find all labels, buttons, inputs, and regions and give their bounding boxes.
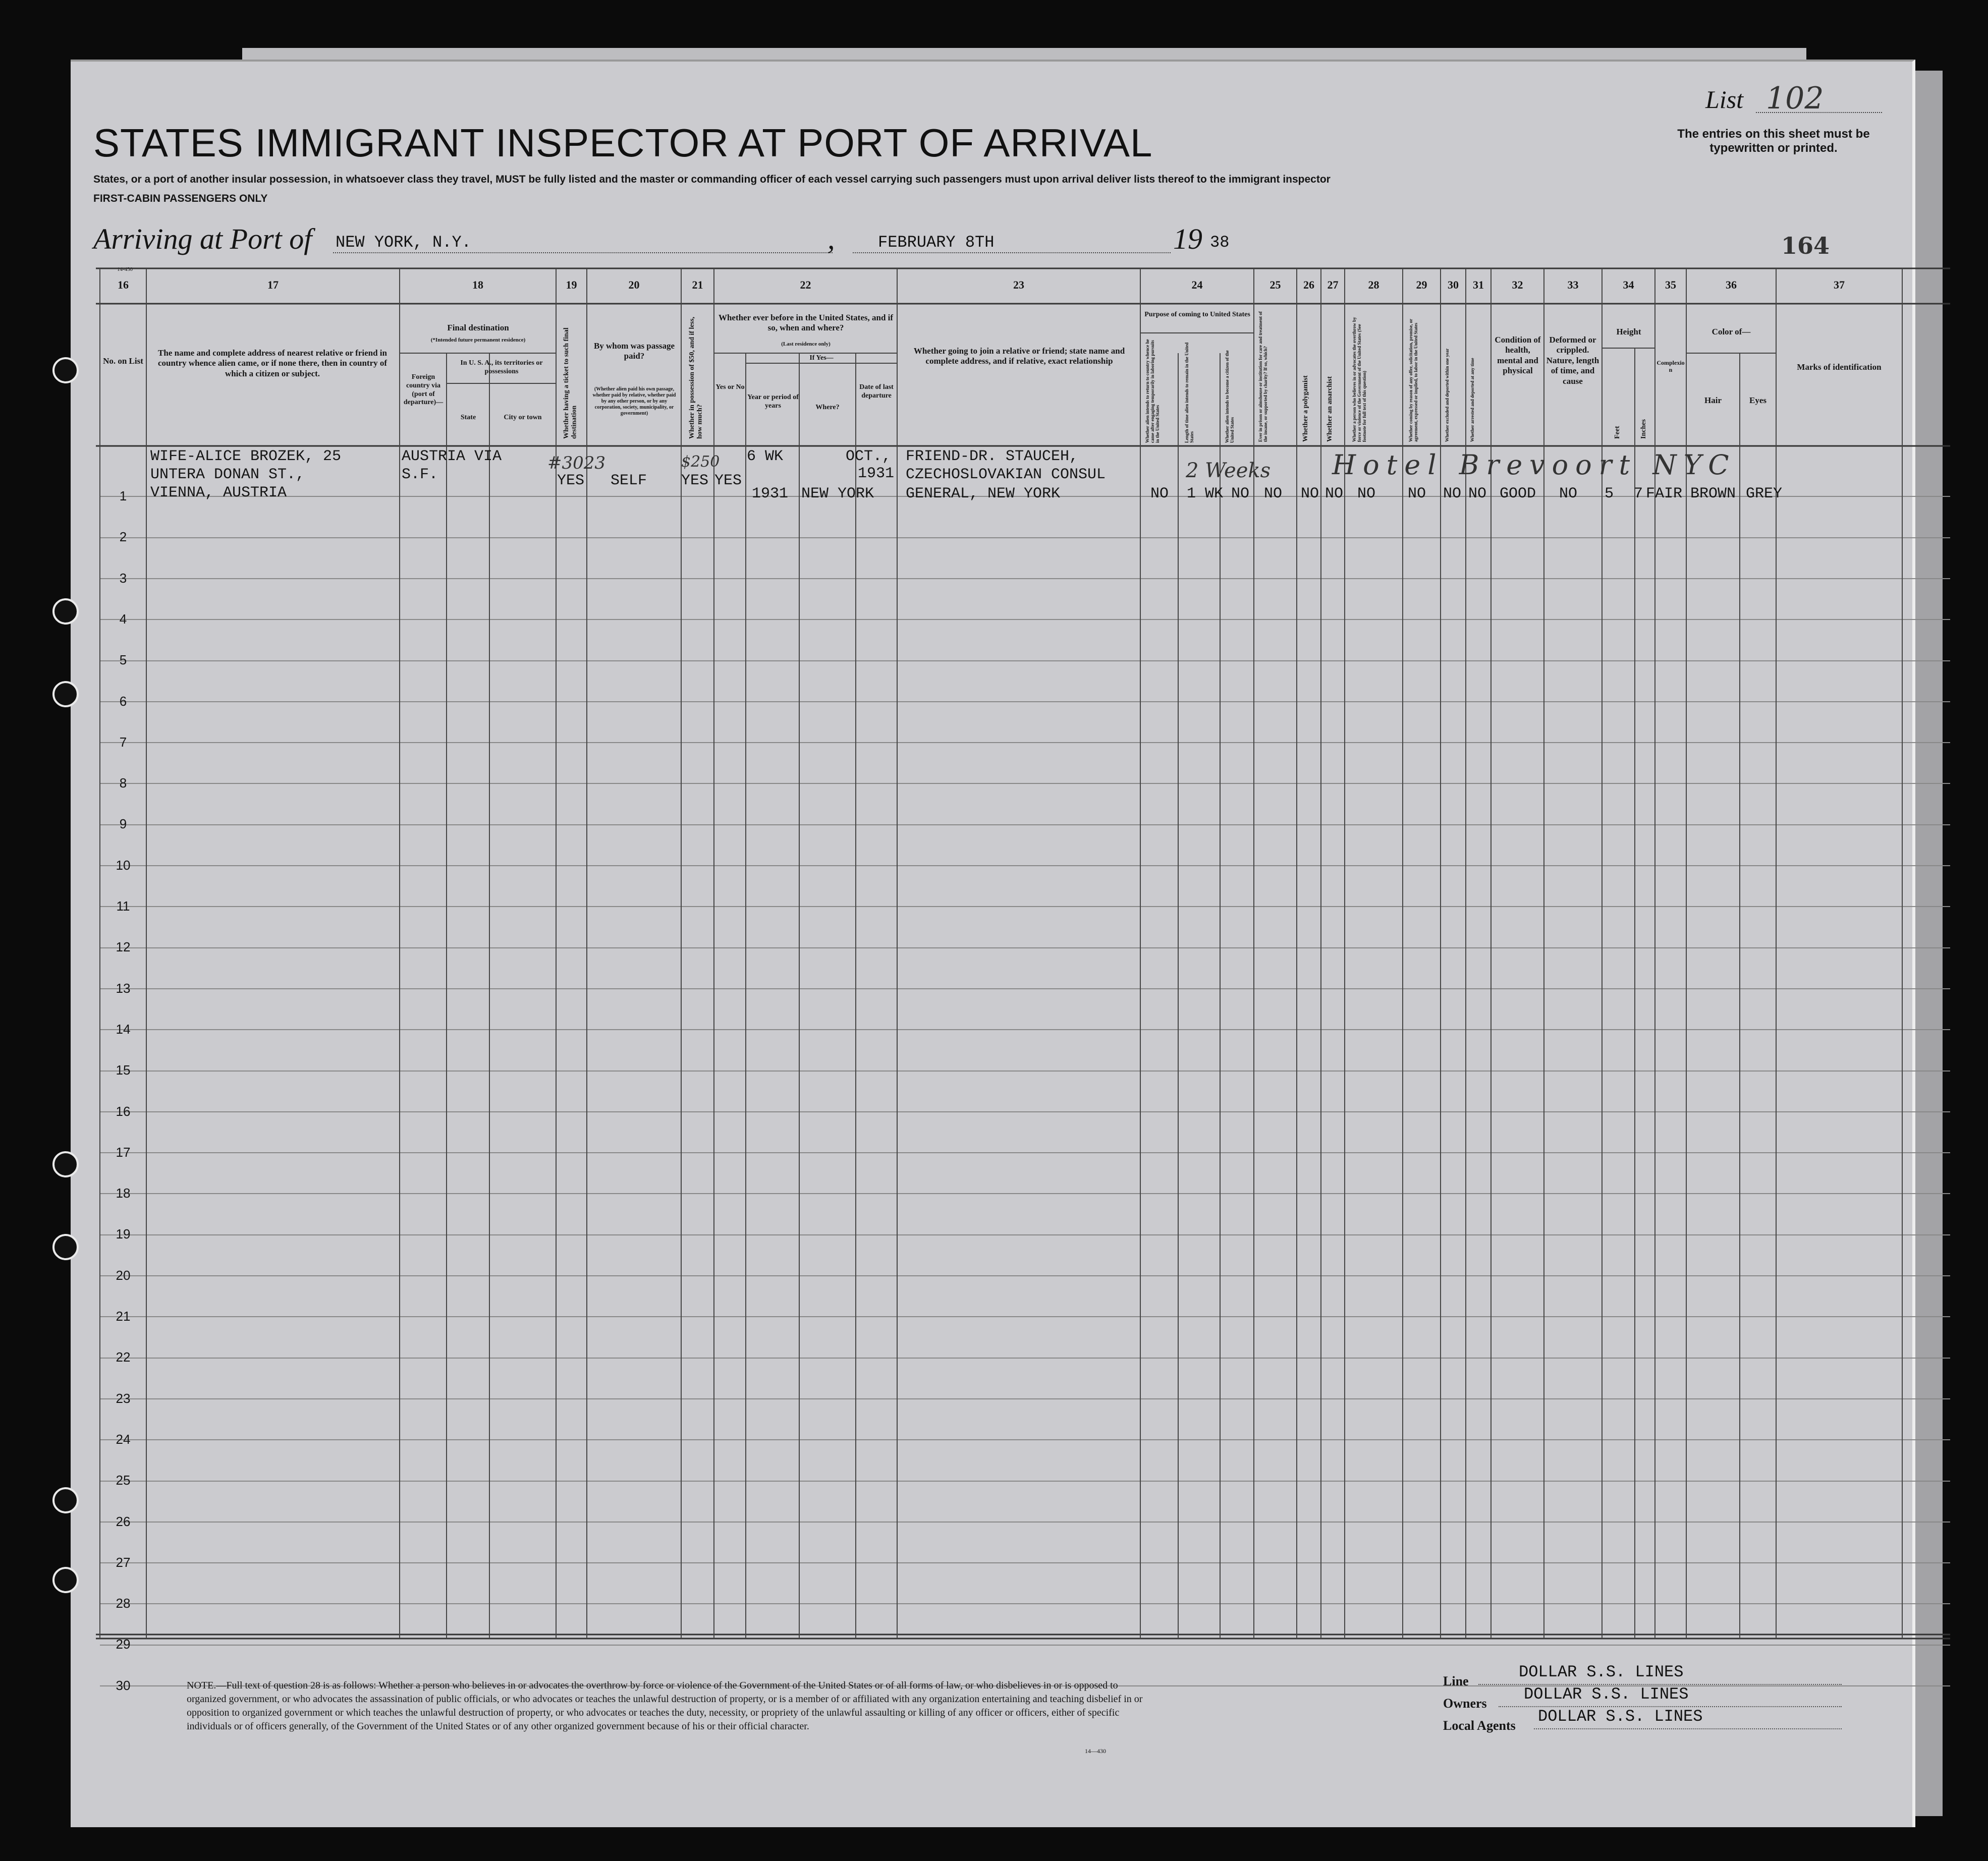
page-number: 164 bbox=[1781, 232, 1830, 259]
row-number: 6 bbox=[119, 694, 127, 709]
row-number: 5 bbox=[119, 652, 127, 667]
subtitle: States, or a port of another insular possession, in whatsoever class they travel, MUST be fully listed and the master or commanding officer of each vessel carrying such passengers must upon arrival deliver lists thereof to the immigrant inspector bbox=[93, 174, 1331, 185]
col-29-number: 29 bbox=[1416, 278, 1427, 291]
row-number: 29 bbox=[116, 1637, 131, 1652]
row-number: 19 bbox=[116, 1226, 131, 1242]
row-number: 24 bbox=[116, 1432, 131, 1447]
row-number: 12 bbox=[116, 939, 131, 954]
row-number: 25 bbox=[116, 1473, 131, 1488]
footer-owners-label: Owners bbox=[1443, 1696, 1487, 1711]
col-19-number: 19 bbox=[566, 278, 577, 291]
col-22-number: 22 bbox=[800, 278, 811, 291]
row1-feet: 5 bbox=[1605, 485, 1614, 502]
header-q29: Whether coming by reason of any offer, solicitation, promise, or agreement, expressed or implied, to labor in the United States bbox=[1408, 319, 1418, 442]
row1-where: NEW YORK bbox=[801, 485, 874, 502]
row1-address-handwritten: Hotel Brevoort NYC bbox=[1332, 449, 1736, 481]
header-inches: Inches bbox=[1640, 419, 1647, 439]
header-final-destination: Final destination bbox=[447, 323, 509, 332]
col-21-number: 21 bbox=[692, 278, 703, 291]
row1-purpose-a: NO bbox=[1150, 485, 1169, 502]
header-by-whom-note: (Whether alien paid his own passage, whether paid by relative, whether paid by any other person, or by any corporation, society, municipality, or government) bbox=[592, 386, 676, 416]
col-37-number: 37 bbox=[1834, 278, 1845, 291]
header-date-last: Date of last departure bbox=[859, 383, 894, 400]
row1-last-departure-month: OCT., bbox=[846, 448, 892, 465]
header-yes-no: Yes or No bbox=[715, 383, 745, 391]
header-in-usa: In U. S. A., its territories or possessions bbox=[460, 359, 543, 375]
row1-joining-city: GENERAL, NEW YORK bbox=[906, 485, 1061, 502]
subtitle-cabin: FIRST-CABIN PASSENGERS ONLY bbox=[93, 193, 268, 204]
row-number: 23 bbox=[116, 1391, 131, 1406]
col-17-number: 17 bbox=[267, 278, 279, 291]
col-23-number: 23 bbox=[1013, 278, 1024, 291]
header-q28: Whether a person who believes in or advocates the overthrow by force or violence of the Government of the United States (See footnote for full text of this question) bbox=[1352, 317, 1367, 442]
col-18-number: 18 bbox=[472, 278, 483, 291]
page-title: STATES IMMIGRANT INSPECTOR AT PORT OF ARRIVAL bbox=[93, 121, 1153, 165]
row1-year: 1931 bbox=[752, 485, 789, 502]
row-number: 16 bbox=[116, 1104, 131, 1119]
row-number: 21 bbox=[116, 1309, 131, 1324]
header-if-yes: If Yes— bbox=[809, 354, 834, 362]
row-number: 10 bbox=[116, 858, 131, 873]
footer-line-value: DOLLAR S.S. LINES bbox=[1519, 1663, 1684, 1681]
header-nearest-relative: The name and complete address of nearest relative or friend in country whence alien came, or if none there, then in country of which a citizen or subject. bbox=[157, 348, 388, 378]
row1-eyes: GREY bbox=[1746, 485, 1783, 502]
header-year-period: Year or period of years bbox=[747, 393, 799, 410]
col-25-number: 25 bbox=[1269, 278, 1281, 291]
arriving-label: Arriving at Port of bbox=[93, 222, 312, 255]
row1-period: 6 WK bbox=[747, 448, 784, 465]
header-prison: Ever in prison or almshouse or institution for care and treatment of the insane, or supported by charity? If so, which? bbox=[1258, 311, 1268, 442]
header-hair: Hair bbox=[1704, 396, 1722, 405]
header-by-whom: By whom was passage paid? bbox=[593, 341, 675, 361]
header-marks: Marks of identification bbox=[1797, 362, 1882, 372]
footer-owners-value: DOLLAR S.S. LINES bbox=[1524, 1685, 1689, 1704]
row1-joining: FRIEND-DR. STAUCEH, bbox=[906, 448, 1079, 465]
header-purpose-b: Length of time alien intends to remain in the United States bbox=[1184, 342, 1194, 443]
row-number: 7 bbox=[119, 735, 127, 750]
col-24-number: 24 bbox=[1191, 278, 1203, 291]
list-label: List bbox=[1705, 85, 1744, 114]
header-where: Where? bbox=[815, 404, 840, 411]
header-height: Height bbox=[1616, 327, 1641, 336]
list-number: 102 bbox=[1766, 81, 1824, 116]
row1-relative-street: UNTERA DONAN ST., bbox=[150, 466, 305, 483]
row1-foreign-port: S.F. bbox=[402, 466, 438, 483]
header-health: Condition of health, mental and physical bbox=[1495, 335, 1541, 376]
col-36-number: 36 bbox=[1726, 278, 1737, 291]
row1-anarchist: NO bbox=[1325, 485, 1344, 502]
row1-q30: NO bbox=[1443, 485, 1462, 502]
row-number: 22 bbox=[116, 1349, 131, 1365]
col-16-number: 16 bbox=[118, 278, 129, 291]
row-number: 11 bbox=[116, 898, 130, 914]
row1-complexion: FAIR bbox=[1646, 485, 1683, 502]
footer-line-label: Line bbox=[1443, 1674, 1469, 1688]
header-joining: Whether going to join a relative or friend; state name and complete address, and if relative, exact relationship bbox=[913, 346, 1125, 366]
header-state: State bbox=[460, 414, 476, 421]
row-number: 2 bbox=[119, 529, 127, 544]
col-35-number: 35 bbox=[1665, 278, 1676, 291]
row1-q29: NO bbox=[1408, 485, 1426, 502]
instructions: The entries on this sheet must be typewritten or printed. bbox=[1677, 127, 1870, 155]
header-q31: Whether arrested and deported at any time bbox=[1470, 358, 1475, 442]
year-value: 38 bbox=[1210, 233, 1230, 252]
header-color-of: Color of— bbox=[1711, 327, 1751, 336]
port-value: NEW YORK, N.Y. bbox=[336, 233, 471, 252]
header-possession: Whether in possession of $50, and if less, how much? bbox=[688, 316, 704, 439]
row1-money-handwritten: $250 bbox=[681, 453, 720, 471]
row-number: 27 bbox=[116, 1555, 131, 1570]
row1-paid-by: SELF bbox=[611, 472, 647, 489]
row-number: 15 bbox=[116, 1062, 131, 1078]
header-purpose: Purpose of coming to United States bbox=[1144, 311, 1250, 318]
row1-polygamist: NO bbox=[1301, 485, 1319, 502]
row-number: 30 bbox=[116, 1678, 131, 1693]
header-polygamist: Whether a polygamist bbox=[1302, 375, 1309, 442]
row-number: 1 bbox=[119, 488, 127, 503]
col-28-number: 28 bbox=[1368, 278, 1379, 291]
row-number: 28 bbox=[116, 1596, 131, 1611]
row1-hair: BROWN bbox=[1690, 485, 1736, 502]
form-code: 14-430 bbox=[117, 266, 133, 272]
row1-purpose-c: NO bbox=[1231, 485, 1250, 502]
row1-joining-title: CZECHOSLOVAKIAN CONSUL bbox=[906, 466, 1106, 483]
header-purpose-a: Whether alien intends to return to country whence he came after engaging temporarily in laboring pursuits in the United States bbox=[1145, 339, 1160, 443]
row-number: 14 bbox=[116, 1022, 131, 1037]
row1-health: GOOD bbox=[1500, 485, 1536, 502]
row-number: 18 bbox=[116, 1186, 131, 1201]
col-30-number: 30 bbox=[1448, 278, 1459, 291]
row1-ever-before: YES bbox=[714, 472, 742, 489]
footer-form-code: 14—430 bbox=[1085, 1747, 1106, 1755]
row1-deformed: NO bbox=[1559, 485, 1578, 502]
header-no-on-list: No. on List bbox=[103, 356, 143, 366]
row-number: 8 bbox=[119, 775, 127, 791]
header-final-destination-note: (*Intended future permanent residence) bbox=[430, 337, 526, 343]
row1-purpose-b: 1 WK bbox=[1187, 485, 1224, 502]
footer-note: NOTE.—Full text of question 28 is as follows: Whether a person who believes in or advocates the overthrow by force or violence of the Government of the United States or of all forms of law, or who disbelieves in or is opposed to organized government, or who advocates the assassination of public officials, or who advocates or teaches the unlawful destruction of property, or is a member of or affiliated with any organization entertaining and teaching disbelief in or opposition to organized government or which teaches the unlawful destruction of property, or who advocates or teaches the duty, necessity, or propriety of the unlawful assaulting or killing of any officer or officers, either of specific individuals or of officers generally, of the Government of the United States or of any other organized government because of his or their official character. bbox=[187, 1680, 1143, 1732]
row1-q31: NO bbox=[1468, 485, 1487, 502]
row1-relative-city: VIENNA, AUSTRIA bbox=[150, 484, 287, 501]
year-prefix: 19 bbox=[1173, 222, 1202, 255]
row1-foreign-country: AUSTRIA VIA bbox=[402, 448, 502, 465]
header-complexion: Complexion bbox=[1656, 359, 1685, 374]
header-anarchist: Whether an anarchist bbox=[1326, 376, 1334, 442]
header-purpose-c: Whether alien intends to become a citizen of the United States bbox=[1225, 350, 1235, 443]
row1-ticket: YES bbox=[557, 472, 585, 489]
header-feet: Feet bbox=[1614, 426, 1621, 439]
row1-inches: 7 bbox=[1634, 485, 1643, 502]
col-20-number: 20 bbox=[628, 278, 640, 291]
col-33-number: 33 bbox=[1567, 278, 1579, 291]
row1-prison: NO bbox=[1264, 485, 1283, 502]
col-34-number: 34 bbox=[1623, 278, 1634, 291]
row-number: 17 bbox=[116, 1145, 131, 1160]
footer-agents-label: Local Agents bbox=[1443, 1718, 1516, 1733]
footer-agents-value: DOLLAR S.S. LINES bbox=[1538, 1707, 1703, 1726]
header-foreign-country: Foreign country via (port of departure)— bbox=[403, 373, 444, 407]
header-deformed: Deformed or crippled. Nature, length of time, and cause bbox=[1546, 335, 1599, 386]
header-city: City or town bbox=[504, 414, 542, 421]
date-value: FEBRUARY 8TH bbox=[878, 233, 995, 252]
header-ever-before: Whether ever before in the United States, and if so, when and where? bbox=[718, 313, 894, 333]
row-number: 3 bbox=[119, 571, 127, 586]
header-q30: Whether excluded and deported within one year bbox=[1445, 348, 1450, 442]
col-26-number: 26 bbox=[1303, 278, 1314, 291]
row1-q28: NO bbox=[1357, 485, 1376, 502]
row-number: 9 bbox=[119, 816, 127, 831]
row-number: 20 bbox=[116, 1268, 131, 1283]
row-number: 4 bbox=[119, 611, 127, 627]
header-eyes: Eyes bbox=[1749, 396, 1766, 405]
col-31-number: 31 bbox=[1473, 278, 1484, 291]
row1-last-departure-year: 1931 bbox=[858, 465, 895, 482]
row1-money: YES bbox=[681, 472, 709, 489]
col-32-number: 32 bbox=[1512, 278, 1523, 291]
col-27-number: 27 bbox=[1327, 278, 1339, 291]
header-last-residence: (Last residence only) bbox=[781, 341, 831, 347]
row-number: 26 bbox=[116, 1514, 131, 1529]
row1-purpose-b-handwritten: 2 Weeks bbox=[1186, 459, 1271, 482]
row1-ticket-handwritten: #3023 bbox=[547, 453, 606, 473]
row-number: 13 bbox=[116, 981, 131, 996]
row1-relative: WIFE-ALICE BROZEK, 25 bbox=[150, 448, 342, 465]
header-ticket: Whether having a ticket to such final destination bbox=[563, 327, 578, 439]
